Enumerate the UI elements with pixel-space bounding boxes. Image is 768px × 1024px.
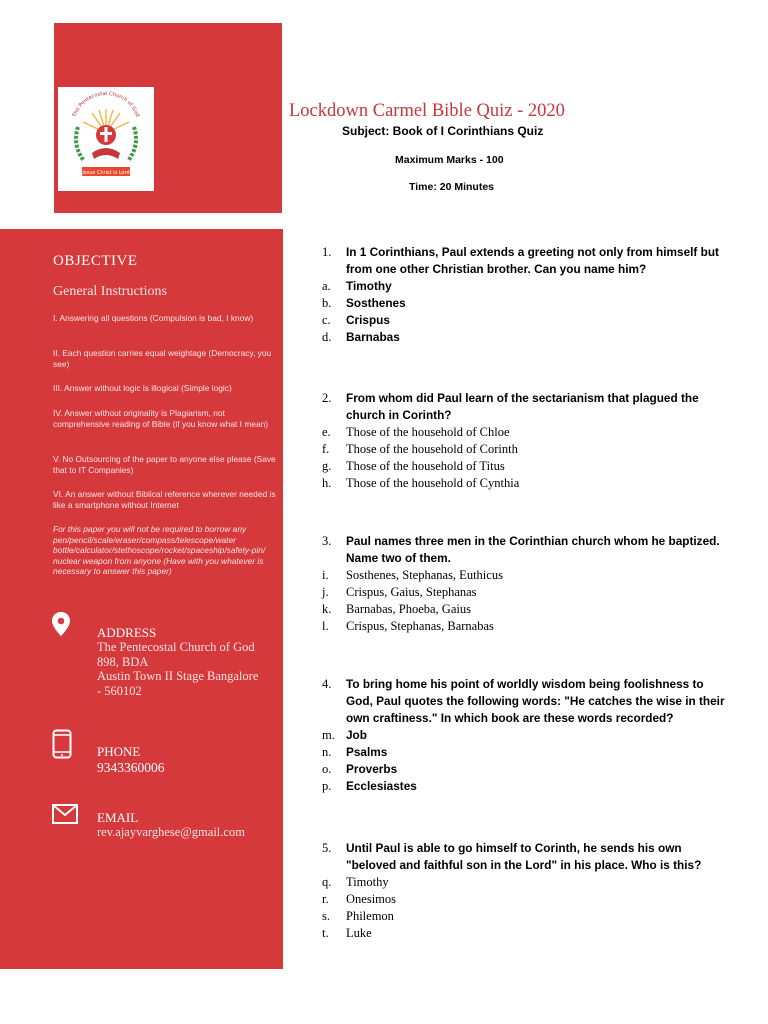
answer-option — [322, 891, 732, 908]
max-marks: Maximum Marks - 100 — [395, 154, 504, 166]
option-text: Philemon — [346, 909, 394, 923]
option-letter: k. — [322, 602, 332, 616]
email-address: rev.ajayvarghese@gmail.com — [97, 825, 245, 839]
question-text: From whom did Paul learn of the sectarianism that plagued the church in Corinth? — [346, 391, 699, 422]
address-label: ADDRESS — [97, 625, 157, 640]
answer-option — [322, 278, 732, 295]
option-letter: a. — [322, 279, 331, 293]
option-text: Timothy — [346, 279, 392, 293]
option-letter: g. — [322, 459, 332, 473]
answer-option — [322, 778, 732, 795]
answer-option — [322, 312, 732, 329]
option-letter: s. — [322, 909, 330, 923]
option-text: Timothy — [346, 875, 389, 889]
option-letter: i. — [322, 568, 329, 582]
option-text: Onesimos — [346, 892, 396, 906]
instruction-item: V. No Outsourcing of the paper to anyone else please (Save that to IT Companies) — [53, 454, 276, 475]
answer-option — [322, 458, 732, 475]
address-line: 898, BDA — [97, 655, 149, 669]
answer-option — [322, 584, 732, 601]
option-text: Barnabas, Phoeba, Gaius — [346, 602, 471, 616]
answer-option — [322, 874, 732, 891]
email-label: EMAIL — [97, 810, 139, 825]
instruction-item: III. Answer without logic is illogical (Simple logic) — [53, 383, 232, 393]
option-text: Crispus — [346, 313, 390, 327]
option-letter: l. — [322, 619, 329, 633]
address-line: - 560102 — [97, 684, 142, 698]
envelope-icon — [52, 804, 78, 829]
option-text: Those of the household of Titus — [346, 459, 505, 473]
location-pin-icon — [51, 611, 71, 642]
question-number: 3. — [322, 534, 332, 548]
question-text: In 1 Corinthians, Paul extends a greeting not only from himself but from one other Christian brother. Can you name him? — [346, 245, 719, 276]
option-text: Job — [346, 728, 367, 742]
option-letter: q. — [322, 875, 332, 889]
answer-option — [322, 727, 732, 744]
option-text: Those of the household of Corinth — [346, 442, 518, 456]
sidebar-panel — [0, 229, 283, 969]
option-letter: j. — [322, 585, 329, 599]
option-text: Sosthenes, Stephanas, Euthicus — [346, 568, 503, 582]
option-text: Ecclesiastes — [346, 779, 417, 793]
question-number: 1. — [322, 245, 332, 259]
option-text: Psalms — [346, 745, 388, 759]
option-text: Crispus, Gaius, Stephanas — [346, 585, 477, 599]
option-text: Those of the household of Cynthia — [346, 476, 520, 490]
option-text: Crispus, Stephanas, Barnabas — [346, 619, 494, 633]
church-logo — [58, 87, 154, 191]
instructions-heading: General Instructions — [53, 284, 167, 299]
question-block — [322, 676, 732, 795]
phone-number: 9343360006 — [97, 760, 165, 775]
answer-option — [322, 908, 732, 925]
objective-heading: OBJECTIVE — [53, 253, 138, 269]
phone-icon — [52, 729, 72, 764]
option-letter: p. — [322, 779, 332, 793]
subject-line: Subject: Book of I Corinthians Quiz — [342, 124, 544, 138]
instruction-item: VI. An answer without Biblical reference wherever needed is like a smartphone without Internet — [53, 489, 276, 510]
option-letter: m. — [322, 728, 335, 742]
option-text: Proverbs — [346, 762, 398, 776]
answer-option — [322, 475, 732, 492]
option-letter: o. — [322, 762, 332, 776]
option-letter: d. — [322, 330, 332, 344]
answer-option — [322, 744, 732, 761]
question-block — [322, 533, 732, 635]
instruction-note: For this paper you will not be required to borrow any pen/pencil/scale/eraser/compass/telescope/water bottle/calculator/stethoscope/rocket/spaceship/safety-pin/ nuclear weapon from anyone (Have with you whatever is necessary to answer this paper) — [53, 524, 266, 576]
logo-banner-text: Jesus Christ is Lord — [82, 169, 130, 176]
question-text: Until Paul is able to go himself to Corinth, he sends his own "beloved and faithful son in the Lord" in his place. Who is this? — [346, 841, 702, 872]
question-block — [322, 840, 732, 942]
question-block — [322, 244, 732, 346]
option-letter: e. — [322, 425, 331, 439]
option-letter: r. — [322, 892, 329, 906]
phone-label: PHONE — [97, 744, 141, 759]
answer-option — [322, 567, 732, 584]
answer-option — [322, 441, 732, 458]
option-text: Those of the household of Chloe — [346, 425, 510, 439]
answer-option — [322, 295, 732, 312]
option-letter: b. — [322, 296, 332, 310]
question-text: To bring home his point of worldly wisdom being foolishness to God, Paul quotes the following words: "He catches the wise in their own craftiness." In which book are these words recorded? — [346, 677, 725, 725]
option-letter: f. — [322, 442, 330, 456]
time-limit: Time: 20 Minutes — [409, 181, 494, 193]
option-letter: t. — [322, 926, 329, 940]
question-text: Paul names three men in the Corinthian church whom he baptized. Name two of them. — [346, 534, 720, 565]
answer-option — [322, 601, 732, 618]
instruction-item: II. Each question carries equal weightage (Democracy, you see) — [53, 348, 272, 369]
answer-option — [322, 925, 732, 942]
page-title: Lockdown Carmel Bible Quiz - 2020 — [289, 101, 565, 121]
instruction-item: IV. Answer without originality is Plagiarism, not comprehensive reading of Bible (if you know what I mean) — [53, 408, 269, 429]
option-text: Sosthenes — [346, 296, 406, 310]
option-text: Luke — [346, 926, 372, 940]
answer-option — [322, 761, 732, 778]
instruction-item: I. Answering all questions (Compulsion is bad, I know) — [53, 313, 254, 323]
option-letter: h. — [322, 476, 332, 490]
question-block — [322, 390, 732, 492]
answer-option — [322, 424, 732, 441]
logo-arc-text: The Pentecostal Church of God — [71, 90, 141, 118]
option-letter: c. — [322, 313, 331, 327]
question-number: 4. — [322, 677, 332, 691]
answer-option — [322, 618, 732, 635]
address-line: The Pentecostal Church of God — [97, 640, 255, 654]
address-line: Austin Town II Stage Bangalore — [97, 669, 259, 683]
option-letter: n. — [322, 745, 332, 759]
question-number: 2. — [322, 391, 332, 405]
answer-option — [322, 329, 732, 346]
option-text: Barnabas — [346, 330, 400, 344]
question-number: 5. — [322, 841, 332, 855]
